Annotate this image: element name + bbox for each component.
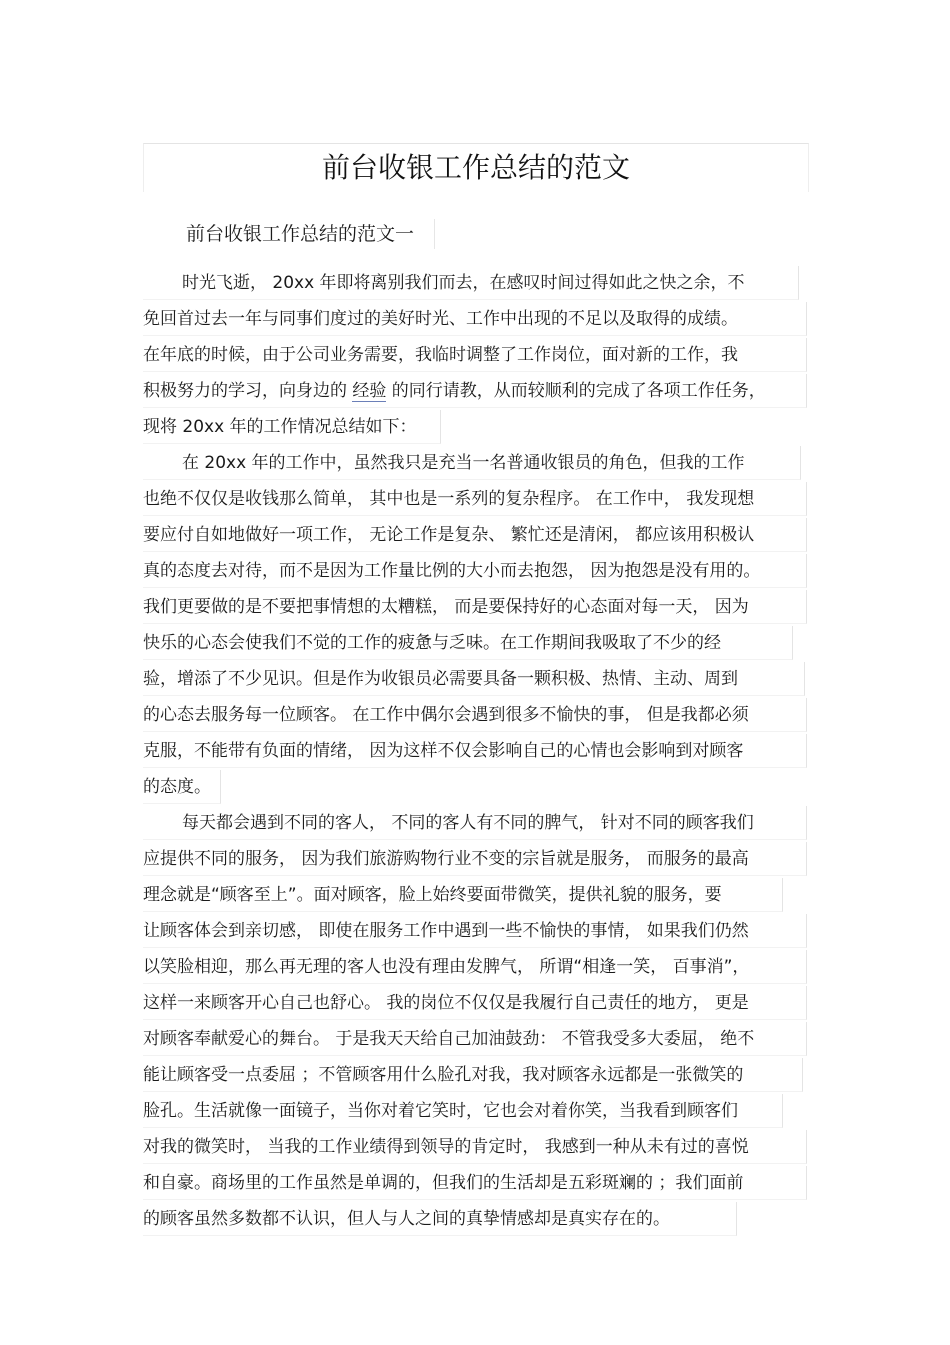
paragraph-3-line: 每天都会遇到不同的客人， 不同的客人有不同的脾气， 针对不同的顾客我们 (143, 806, 807, 840)
paragraph-2-line: 在 20xx 年的工作中，虽然我只是充当一名普通收银员的角色，但我的工作 (143, 446, 801, 480)
paragraph-3-line: 脸孔。生活就像一面镜子，当你对着它笑时，它也会对着你笑，当我看到顾客们 (143, 1094, 783, 1128)
paragraph-2-line: 快乐的心态会使我们不觉的工作的疲惫与乏味。在工作期间我吸取了不少的经 (143, 626, 793, 660)
paragraph-1-line: 时光飞逝， 20xx 年即将离别我们而去，在感叹时间过得如此之快之余，不 (143, 266, 799, 300)
paragraph-3-line: 应提供不同的服务， 因为我们旅游购物行业不变的宗旨就是服务， 而服务的最高 (143, 842, 807, 876)
paragraph-2-line: 的态度。 (143, 770, 221, 804)
paragraph-1-line: 现将 20xx 年的工作情况总结如下： (143, 410, 441, 444)
paragraph-3-line: 以笑脸相迎，那么再无理的客人也没有理由发脾气， 所谓“相逢一笑， 百事消”， (143, 950, 807, 984)
paragraph-1-line: 在年底的时候，由于公司业务需要，我临时调整了工作岗位，面对新的工作，我 (143, 338, 807, 372)
paragraph-2-line: 克服，不能带有负面的情绪， 因为这样不仅会影响自己的心情也会影响到对顾客 (143, 734, 807, 768)
paragraph-3-line: 能让顾客受一点委屈 ；不管顾客用什么脸孔对我，我对顾客永远都是一张微笑的 (143, 1058, 803, 1092)
paragraph-1-line (143, 374, 807, 408)
paragraph-3-line: 理念就是“顾客至上”。面对顾客，脸上始终要面带微笑，提供礼貌的服务，要 (143, 878, 783, 912)
paragraph-1-line: 免回首过去一年与同事们度过的美好时光、工作中出现的不足以及取得的成绩。 (143, 302, 807, 336)
line-text: 积极努力的学习，向身边的 (143, 381, 353, 401)
paragraph-2-line: 验，增添了不少见识。但是作为收银员必需要具备一颗积极、热情、主动、周到 (143, 662, 805, 696)
paragraph-3-line: 和自豪。商场里的工作虽然是单调的，但我们的生活却是五彩斑斓的 ；我们面前 (143, 1166, 807, 1200)
line-text: 的同行请教，从而较顺利的完成了各项工作任务， (386, 381, 766, 401)
paragraph-3-line: 对我的微笑时， 当我的工作业绩得到领导的肯定时， 我感到一种从未有过的喜悦 (143, 1130, 807, 1164)
paragraph-2-line: 真的态度去对待，而不是因为工作量比例的大小而去抱怨， 因为抱怨是没有用的。 (143, 554, 807, 588)
section-subtitle: 前台收银工作总结的范文一 (186, 219, 435, 249)
paragraph-2-line: 我们更要做的是不要把事情想的太糟糕， 而是要保持好的心态面对每一天， 因为 (143, 590, 807, 624)
paragraph-2-line: 要应付自如地做好一项工作， 无论工作是复杂、 繁忙还是清闲， 都应该用积极认 (143, 518, 807, 552)
paragraph-2-line: 也绝不仅仅是收钱那么简单， 其中也是一系列的复杂程序。 在工作中， 我发现想 (143, 482, 807, 516)
document-title: 前台收银工作总结的范文 (321, 151, 630, 184)
title-box (143, 143, 809, 192)
paragraph-2-line: 的心态去服务每一位顾客。 在工作中偶尔会遇到很多不愉快的事， 但是我都必须 (143, 698, 807, 732)
keyword-link[interactable]: 经验 (352, 381, 387, 401)
paragraph-3-line: 对顾客奉献爱心的舞台。 于是我天天给自己加油鼓劲： 不管我受多大委屈， 绝不 (143, 1022, 807, 1056)
paragraph-3-line: 让顾客体会到亲切感， 即使在服务工作中遇到一些不愉快的事情， 如果我们仍然 (143, 914, 807, 948)
paragraph-3-line: 的顾客虽然多数都不认识，但人与人之间的真挚情感却是真实存在的。 (143, 1202, 737, 1236)
paragraph-3-line: 这样一来顾客开心自己也舒心。 我的岗位不仅仅是我履行自己责任的地方， 更是 (143, 986, 807, 1020)
